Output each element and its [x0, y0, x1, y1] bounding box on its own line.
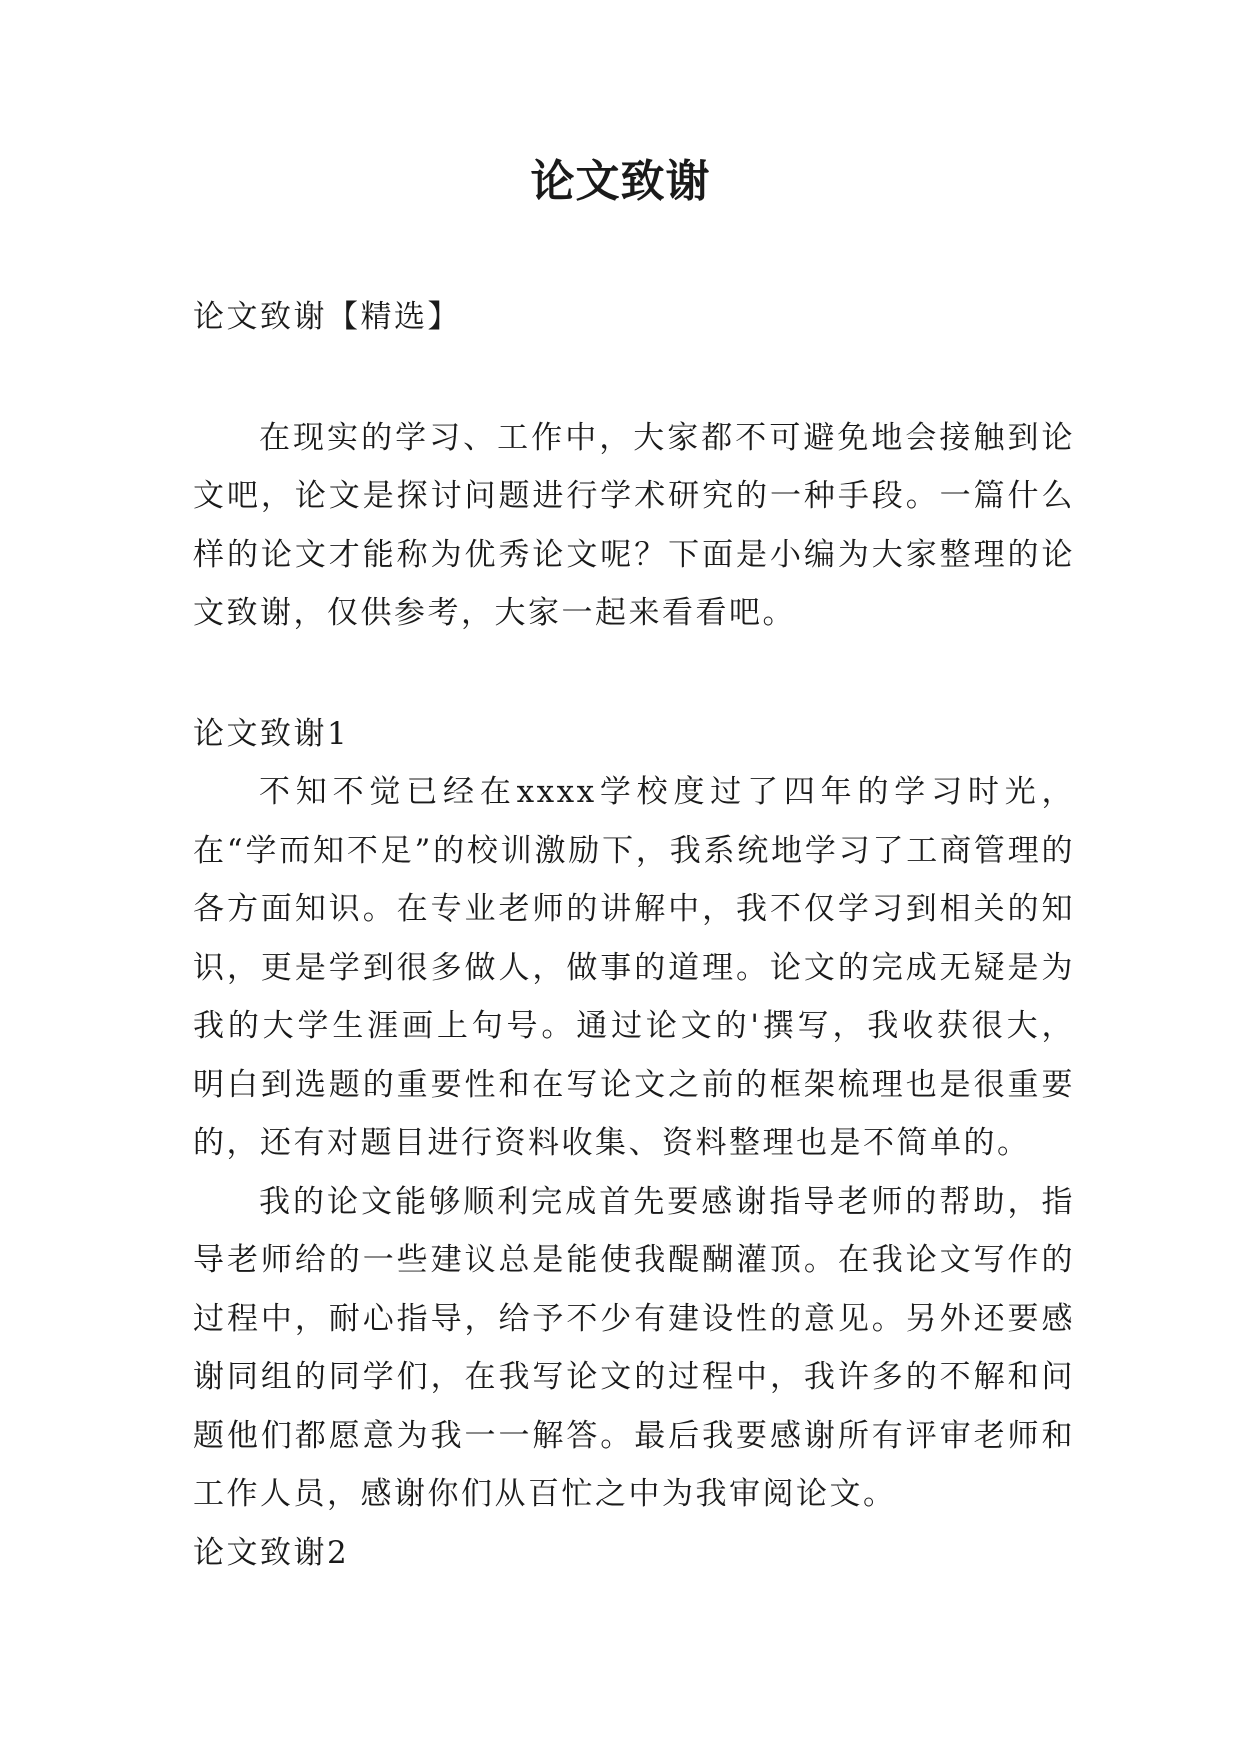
section-1-paragraph-2: 我的论文能够顺利完成首先要感谢指导老师的帮助，指导老师给的一些建议总是能使我醍醐灌顶。在我论文写作的过程中，耐心指导，给予不少有建设性的意见。另外还要感谢同组的同学们，在我写论文的过程中，我许多的不解和问题他们都愿意为我一一解答。最后我要感谢所有评审老师和工作人员，感谢你们从百忙之中为我审阅论文。 — [193, 1183, 1075, 1512]
section-heading-2: 论文致谢2 — [193, 1534, 350, 1571]
intro-paragraph: 在现实的学习、工作中，大家都不可避免地会接触到论文吧，论文是探讨问题进行学术研究的一种手段。一篇什么样的论文才能称为优秀论文呢？下面是小编为大家整理的论文致谢，仅供参考，大家一起来看看吧。 — [193, 419, 1075, 631]
document-title: 论文致谢 — [530, 156, 711, 207]
document-subtitle: 论文致谢【精选】 — [193, 299, 461, 335]
section-1-paragraph-1: 不知不觉已经在xxxx学校度过了四年的学习时光，在“学而知不足”的校训激励下，我系统地学习了工商管理的各方面知识。在专业老师的讲解中，我不仅学习到相关的知识，更是学到很多做人，做事的道理。论文的完成无疑是为我的大学生涯画上句号。通过论文的'撰写，我收获很大，明白到选题的重要性和在写论文之前的框架梳理也是很重要的，还有对题目进行资料收集、资料整理也是不简单的。 — [193, 774, 1075, 1161]
section-heading-1: 论文致谢1 — [193, 715, 350, 752]
document-body — [193, 288, 1075, 1582]
